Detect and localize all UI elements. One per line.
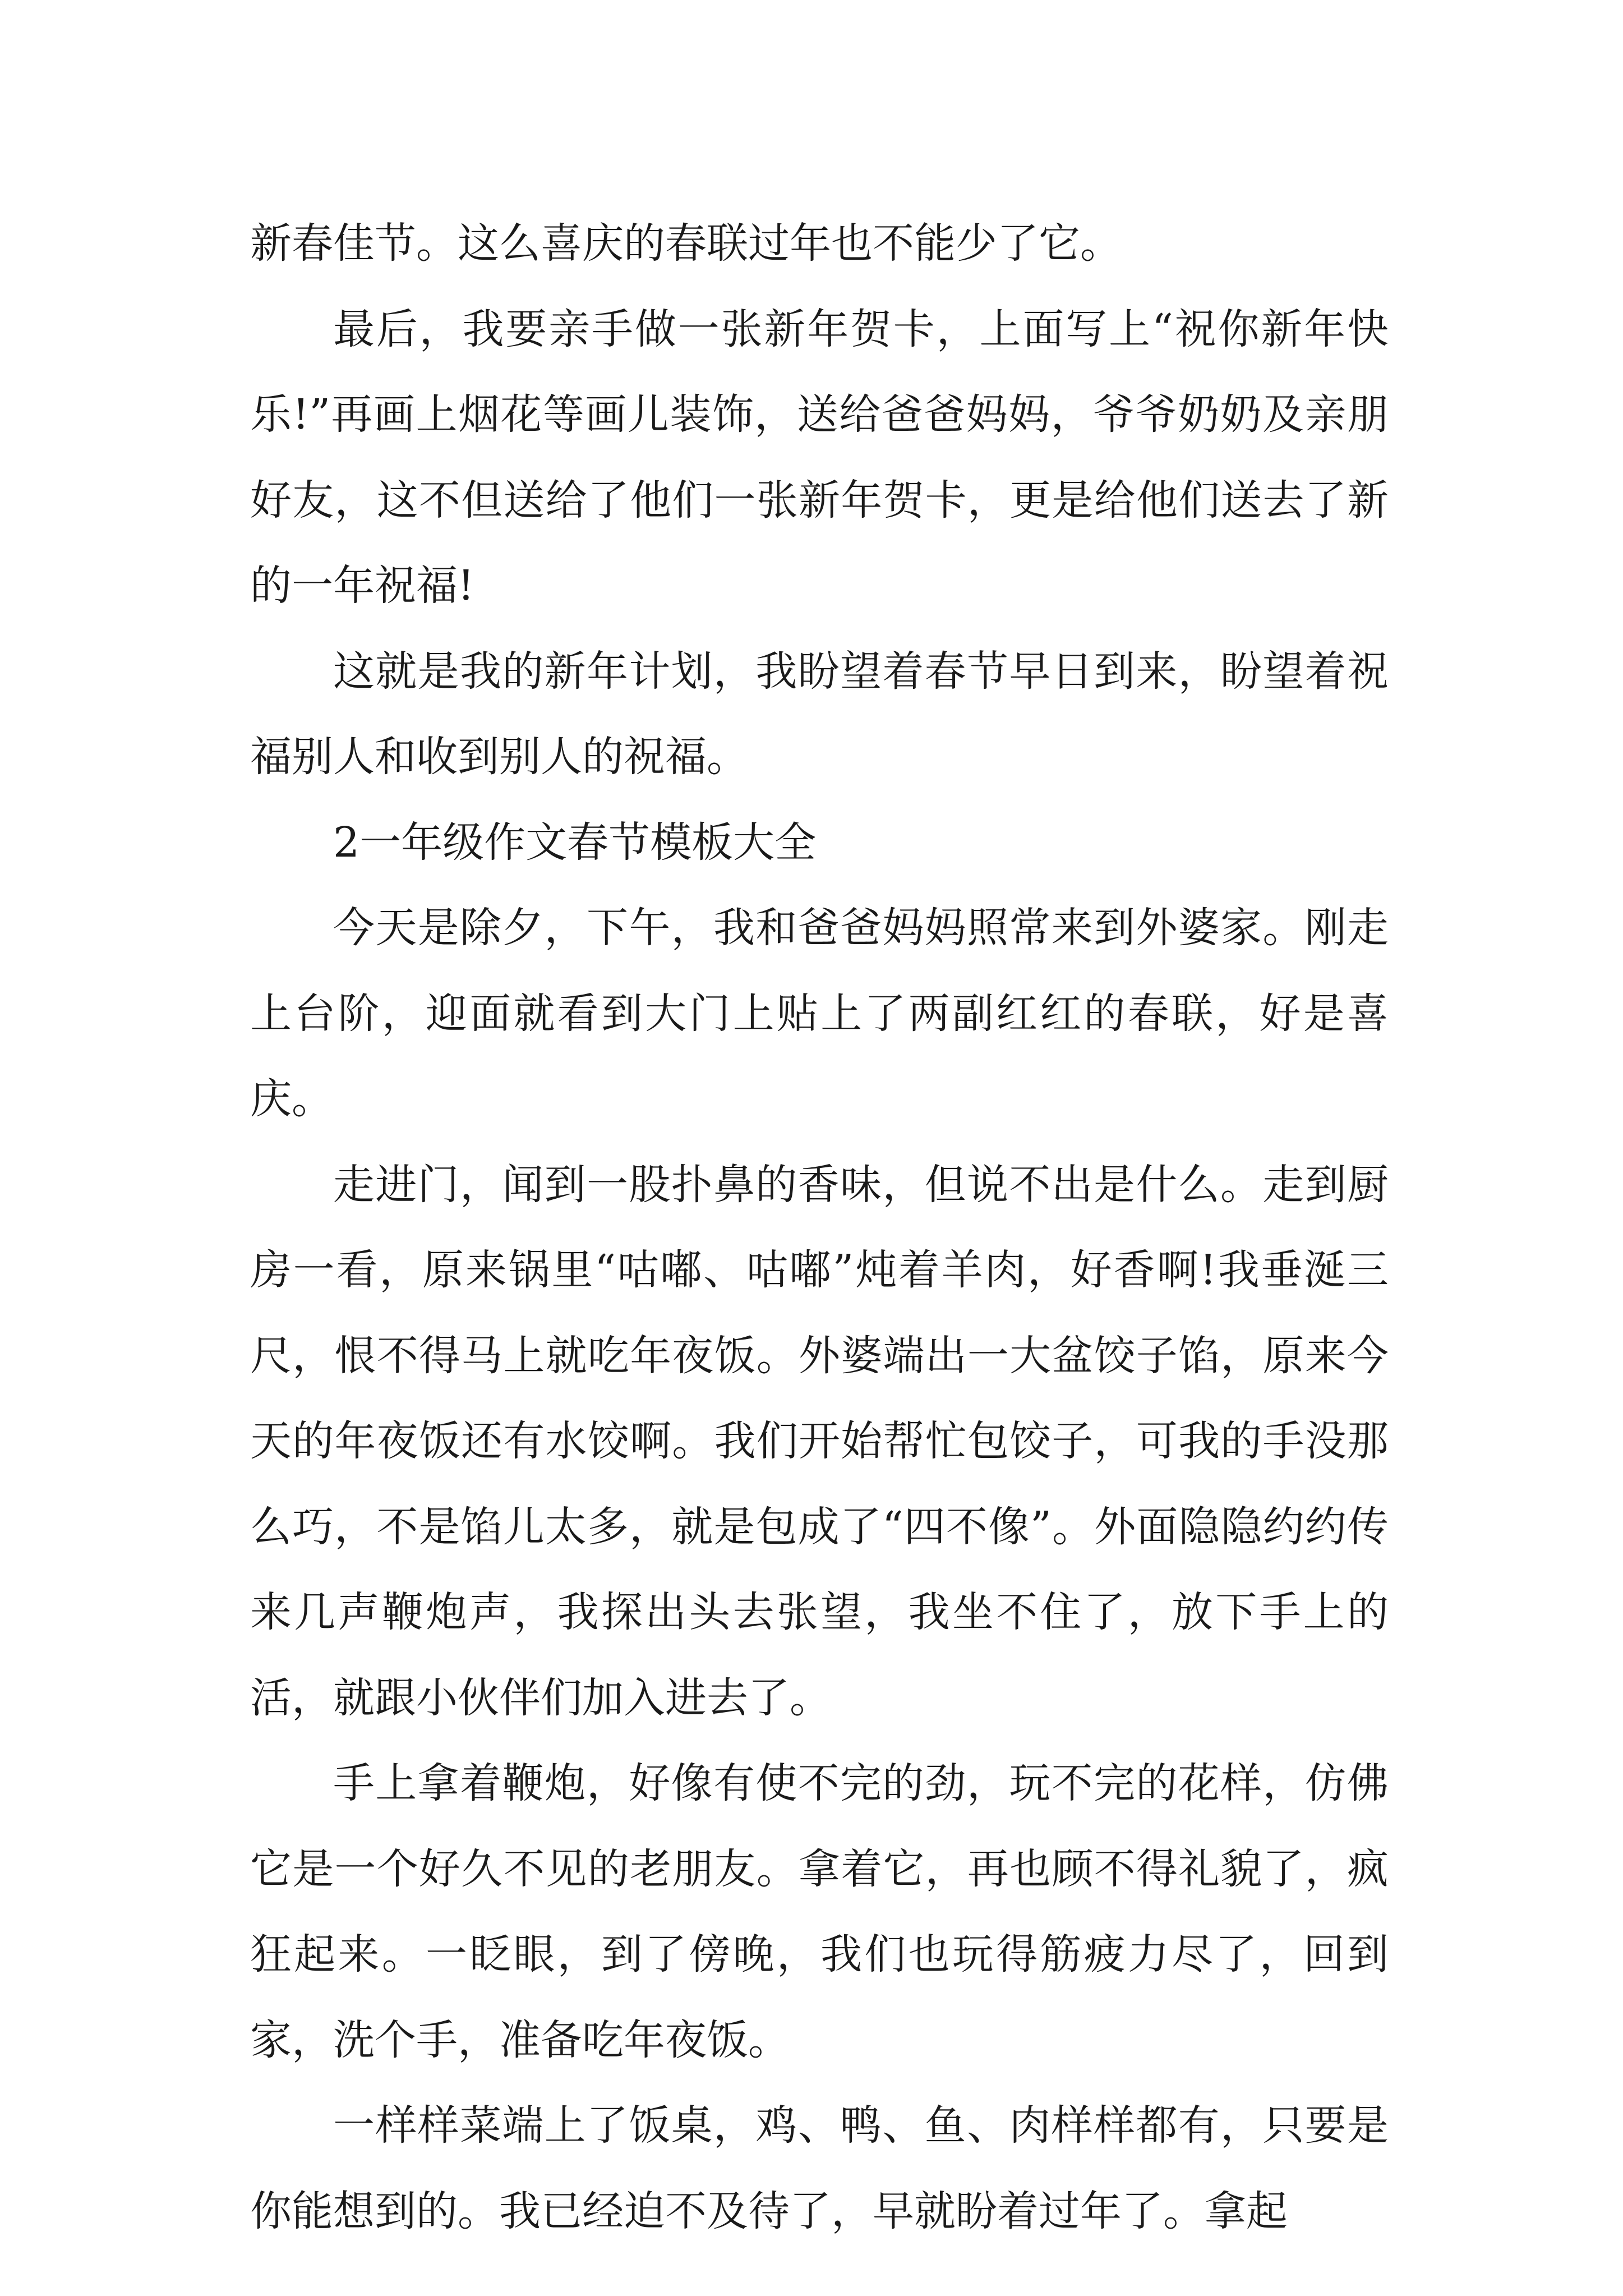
paragraph-dinner: 一样样菜端上了饭桌，鸡、鸭、鱼、肉样样都有，只要是你能想到的。我已经迫不及待了，早就盼着过年了。拿起 <box>250 2101 1389 2235</box>
paragraph-dumplings: 走进门，闻到一股扑鼻的香味，但说不出是什么。走到厨房一看，原来锅里“咕嘟、咕嘟”炖着羊肉，好香啊!我垂涎三尺，恨不得马上就吃年夜饭。外婆端出一大盆饺子馅，原来今天的年夜饭还有水饺啊。我们开始帮忙包饺子，可我的手没那么巧，不是馅儿太多，就是包成了“四不像”。外面隐隐约约传来几声鞭炮声，我探出头去张望，我坐不住了，放下手上的活，就跟小伙伴们加入进去了。 <box>250 1160 1389 1722</box>
paragraph-continuation: 新春佳节。这么喜庆的春联过年也不能少了它。 <box>250 219 1122 268</box>
paragraph-firecrackers: 手上拿着鞭炮，好像有使不完的劲，玩不完的花样，仿佛它是一个好久不见的老朋友。拿着它，再也顾不得礼貌了，疯狂起来。一眨眼，到了傍晚，我们也玩得筋疲力尽了，回到家，洗个手，准备吃年夜饭。 <box>250 1759 1389 2064</box>
paragraph-new-year-plan: 这就是我的新年计划，我盼望着春节早日到来，盼望着祝福别人和收到别人的祝福。 <box>250 647 1389 781</box>
document-body <box>250 201 1389 2254</box>
paragraph-greeting-card: 最后，我要亲手做一张新年贺卡，上面写上“祝你新年快乐!”再画上烟花等画儿装饰，送给爸爸妈妈，爷爷奶奶及亲朋好友，这不但送给了他们一张新年贺卡，更是给他们送去了新的一年祝福! <box>250 305 1389 610</box>
paragraph-new-years-eve: 今天是除夕，下午，我和爸爸妈妈照常来到外婆家。刚走上台阶，迎面就看到大门上贴上了两副红红的春联，好是喜庆。 <box>250 904 1389 1123</box>
section-heading: 2一年级作文春节模板大全 <box>333 818 817 867</box>
